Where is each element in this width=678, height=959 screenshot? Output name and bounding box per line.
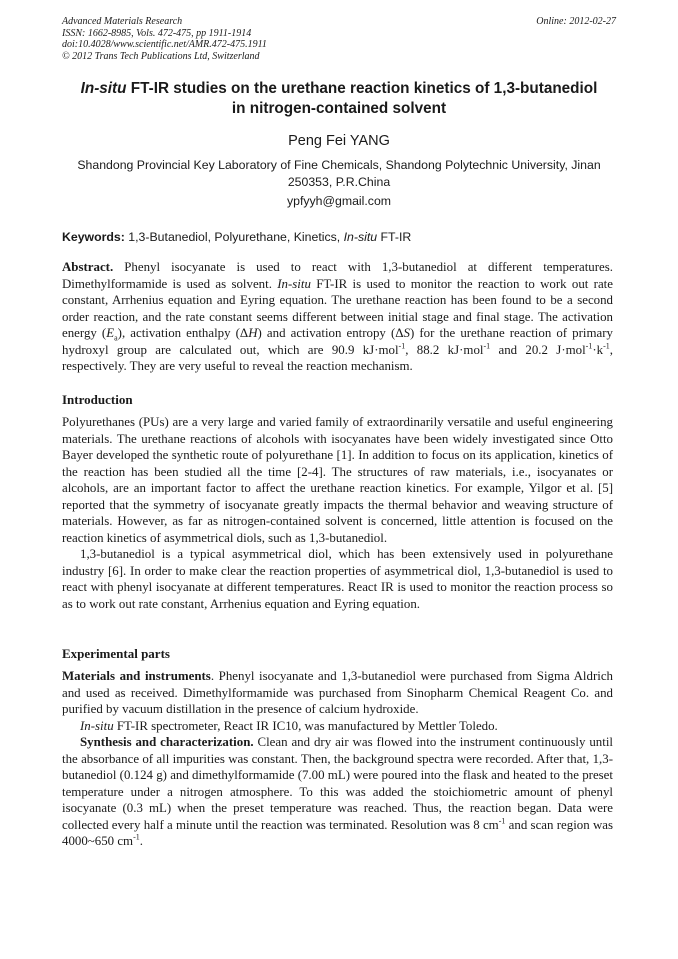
title-line2: in nitrogen-contained solvent: [231, 100, 447, 117]
keywords: [62, 230, 616, 244]
synthesis-label: Synthesis and characterization.: [80, 735, 254, 749]
affiliation: [62, 157, 616, 191]
introduction-body: [62, 414, 613, 612]
paper-title: [62, 79, 616, 119]
journal-name: Advanced Materials Research: [62, 16, 183, 27]
abstract-label: Abstract.: [62, 260, 114, 274]
activation-energy-symbol: E: [106, 326, 115, 340]
materials-label: Materials and instruments: [62, 669, 211, 683]
entropy-symbol: S: [403, 326, 410, 340]
spectrometer-insitu: In-situ: [80, 718, 114, 733]
keywords-insitu: In-situ: [343, 230, 378, 244]
synthesis-text: Clean and dry air was flowed into the instrument continuously until the absorbance of all impurities was constant. Then, the background spectra were recorded. After that, 1,3-butanediol (0.124 g) and dimethylformamide (7.00 mL) were poured into the flask and heated to the preset temperature under a nitrogen atmosphere. To this was added the stoichiometric amount of phenyl isocyanate (0.3 mL) when the preset temperature was reached. Thus, the reaction began. Data were collected every half a minute until the reaction was terminated. Resolution was 8 cm: [62, 735, 613, 832]
enthalpy-symbol: H: [248, 326, 258, 340]
affiliation-line2: 250353, P.R.China: [287, 175, 391, 189]
abstract-text: FT-IR is used to monitor the reaction to work out rate constant, Arrhenius equation and Eyring equation. The urethane reaction has been found to be a second order reaction, and the rate constant seems different between initial stage and final stage. The activation energy (: [62, 276, 613, 340]
experimental-heading: Experimental parts: [62, 646, 170, 661]
abstract-insitu: In-situ: [277, 276, 311, 291]
abstract-text: ·k: [592, 342, 604, 357]
keywords-label: Keywords:: [62, 230, 125, 244]
unit-superscript: -1: [603, 341, 610, 351]
keywords-text: 1,3-Butanediol, Polyurethane, Kinetics,: [124, 230, 344, 244]
abstract-text: and 20.2 J·mol: [490, 342, 586, 357]
unit-superscript: -1: [585, 341, 593, 351]
author-email: ypfyyh@gmail.com: [286, 194, 392, 208]
synthesis-paragraph: [62, 734, 613, 850]
author-name: Peng Fei YANG: [288, 133, 390, 149]
abstract-text: ) for the urethane reaction of primary hydroxyl group are calculated out, which are 90.9 kJ·mol: [62, 326, 613, 357]
spectrometer-paragraph: [62, 718, 613, 735]
unit-superscript: -1: [133, 832, 140, 842]
title-line1: FT-IR studies on the urethane reaction kinetics of 1,3-butanediol: [126, 80, 598, 97]
introduction-paragraph-1: Polyurethanes (PUs) are a very large and varied family of extraordinarily versatile and useful engineering materials. The urethane reactions of alcohols with isocyanates have been widely investigated since Otto Bayer developed the synthetic route of polyurethane [1]. In addition to focus on its application, kinetics of the reaction has been studied all the time [2-4]. The structures of raw materials, i.e., isocyanates or alcohols, are an important factor to affect the urethane reaction kinetics. For example, Yilgor et al. [5] reported that the symmetry of isocyanate greatly impacts the thermal behavior and weaving structure of materials. However, as far as nitrogen-contained solvent is concerned, little attention is focused on the reaction kinetics of asymmetrical diols, such as 1,3-butanediol.: [62, 415, 613, 545]
unit-superscript: -1: [498, 816, 506, 826]
materials-text: . Phenyl isocyanate and 1,3-butanediol were purchased from Sigma Aldrich and used as received. Dimethylformamide was purchased from Sinopharm Chemical Reagent Co. and purified by vacuum distillation in the presence of calcium hydroxide.: [62, 669, 614, 716]
synthesis-text-end: .: [139, 834, 143, 848]
affiliation-line1: Shandong Provincial Key Laboratory of Fine Chemicals, Shandong Polytechnic University, Jinan: [77, 158, 601, 172]
abstract-text: , 88.2 kJ·mol: [405, 342, 484, 357]
doi-line: doi:10.4028/www.scientific.net/AMR.472-475.1911: [62, 39, 267, 50]
issn-line: ISSN: 1662-8985, Vols. 472-475, pp 1911-1914: [62, 27, 252, 39]
abstract-text: , respectively. They are very useful to reveal the reaction mechanism.: [62, 342, 613, 373]
unit-superscript: -1: [483, 341, 491, 351]
abstract: [62, 259, 613, 375]
abstract-text: ), activation enthalpy (Δ: [117, 326, 249, 340]
abstract-text: Phenyl isocyanate is used to react with 1,3-butanediol at different temperatures. Dimethylformamide is used as solvent.: [62, 260, 613, 291]
materials-paragraph: [62, 668, 613, 718]
keywords-tail: FT-IR: [377, 230, 412, 244]
abstract-text: ) and activation entropy (Δ: [257, 326, 404, 340]
journal-header: [62, 16, 616, 62]
unit-superscript: -1: [398, 341, 406, 351]
activation-energy-subscript: a: [114, 333, 118, 343]
experimental-body: [62, 668, 613, 850]
synthesis-text-mid: and scan region was 4000~650 cm: [62, 817, 613, 848]
introduction-heading: Introduction: [62, 392, 133, 407]
online-date: Online: 2012-02-27: [536, 16, 616, 27]
copyright-line: © 2012 Trans Tech Publications Ltd, Switzerland: [62, 50, 260, 62]
spectrometer-text: FT-IR spectrometer, React IR IC10, was manufactured by Mettler Toledo.: [113, 718, 498, 733]
introduction-paragraph-2: 1,3-butanediol is a typical asymmetrical diol, which has been extensively used in polyurethane industry [6]. In order to make clear the reaction properties of asymmetrical diol, 1,3-butanediol is used to react with phenyl isocyanate at different temperatures. React IR is used to monitor the reaction process so as to work out rate constant, Arrhenius equation and Eyring equation.: [62, 547, 613, 611]
title-insitu: In-situ: [80, 80, 127, 97]
